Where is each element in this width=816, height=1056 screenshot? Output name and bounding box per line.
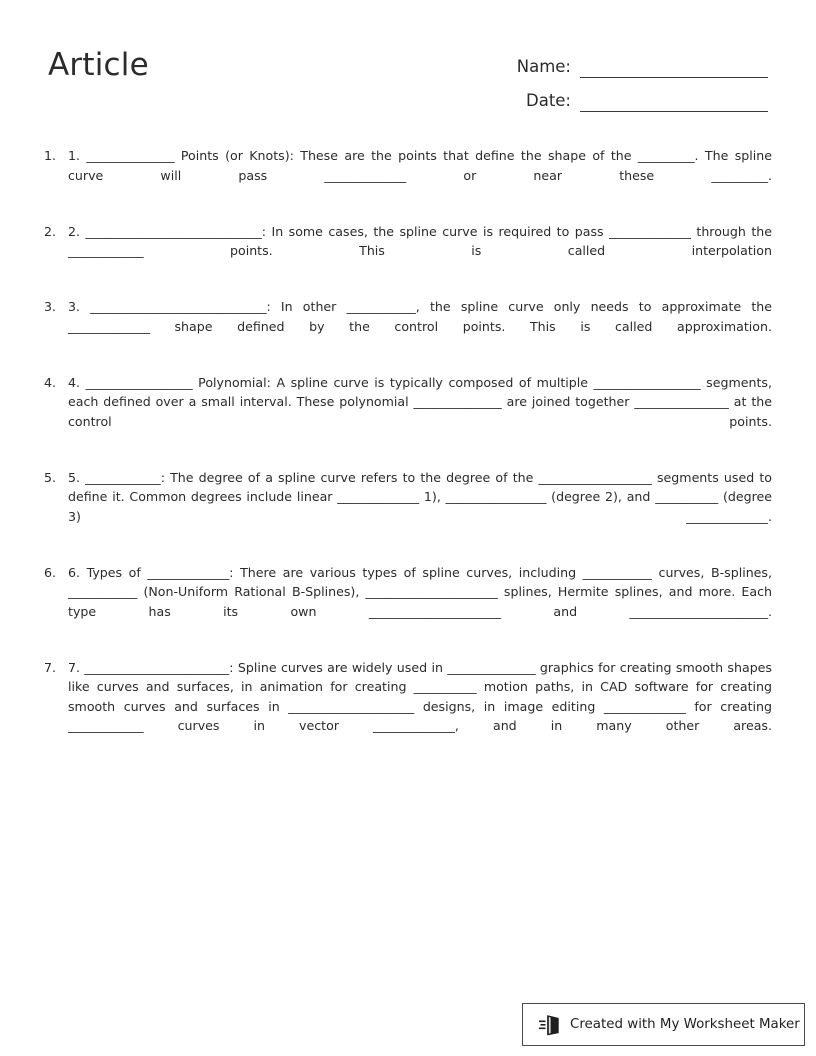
date-field-row (458, 78, 768, 112)
worksheet-header (48, 44, 768, 130)
list-item-marker: 3. (44, 299, 57, 314)
question-text[interactable]: 3. ____________________________: In other ___________, the spline curve only needs to approximate the _____________ shape defined by the control points. This is called approximation. (68, 299, 772, 334)
name-input[interactable] (580, 58, 768, 78)
name-field-label: Name: (516, 56, 571, 76)
questions-list (44, 146, 772, 755)
date-input[interactable] (580, 92, 768, 112)
list-item-marker: 5. (44, 469, 57, 485)
date-field-label: Date: (526, 90, 571, 110)
list-item-marker: 7. (44, 659, 57, 675)
list-item-marker: 4. (44, 374, 57, 390)
list-item (44, 658, 772, 756)
list-item (44, 146, 772, 205)
created-with-label: Created with My Worksheet Maker (570, 1016, 800, 1032)
question-text[interactable]: 5. ____________: The degree of a spline curve refers to the degree of the __________________ segments used to define it. Common degrees include linear _____________ 1), ________________ (degree 2), and __________ (degree 3) _____________. (68, 469, 772, 524)
question-text[interactable]: 7. _______________________: Spline curves are widely used in ______________ graphics for creating smooth shapes like curves and surfaces, in animation for creating __________ motion paths, in CAD software for creating smooth curves and surfaces in ____________________ designs, in image editing _____________ for creating ____________ curves in vector _____________, and in many other areas. (68, 659, 772, 733)
list-item (44, 468, 772, 546)
list-item-marker: 1. (44, 148, 57, 163)
question-text[interactable]: 6. Types of _____________: There are various types of spline curves, including ___________ curves, B-splines, ___________ (Non-Uniform Rational B-Splines), _____________________ splines, Hermite splines, and more. Each type has its own _____________________ and ______________________. (68, 564, 772, 619)
list-item-marker: 2. (44, 223, 57, 239)
question-text[interactable]: 1. ______________ Points (or Knots): These are the points that define the shape of the _________. The spline curve will pass _____________ or near these _________. (68, 148, 772, 183)
worksheet-maker-logo-icon (539, 1013, 561, 1037)
question-text[interactable]: 4. _________________ Polynomial: A spline curve is typically composed of multiple _________________ segments, each defined over a small interval. These polynomial ______________ are joined together _______________ at the control points. (68, 374, 772, 429)
questions-container (44, 146, 772, 755)
page-title: Article (48, 47, 149, 83)
list-item (44, 373, 772, 451)
name-field-row (458, 44, 768, 78)
student-fields (458, 44, 768, 112)
list-item (44, 297, 772, 356)
created-with-badge[interactable] (522, 1003, 805, 1046)
list-item (44, 563, 772, 641)
list-item-marker: 6. (44, 564, 57, 580)
question-text[interactable]: 2. ____________________________: In some cases, the spline curve is required to pass _____________ through the ____________ points. This is called interpolation (68, 223, 772, 258)
list-item (44, 222, 772, 281)
